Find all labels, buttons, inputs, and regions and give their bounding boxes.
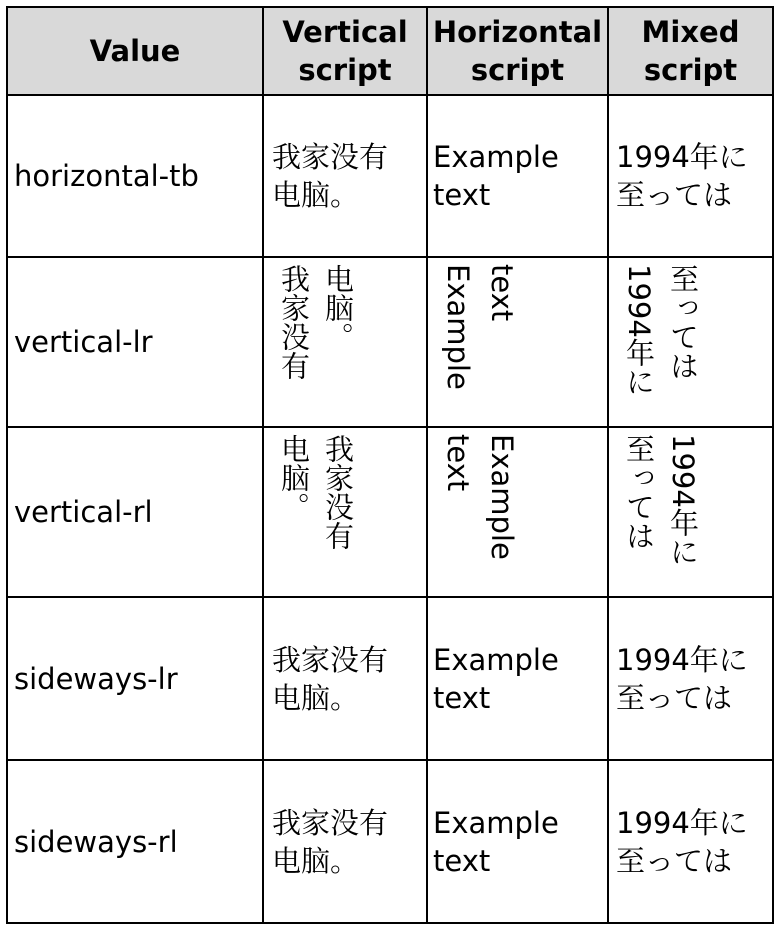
header-mixed-script: Mixed script xyxy=(608,7,773,95)
value-cell: sideways-rl xyxy=(7,760,263,923)
mixed-script-cell: 1994年に 至っては xyxy=(608,760,773,923)
value-cell: horizontal-tb xyxy=(7,95,263,257)
mixed-script-cell: 1994年に 至っては xyxy=(608,95,773,257)
writing-mode-table xyxy=(6,6,774,924)
vertical-script-cell: 我家没有 电脑。 xyxy=(263,760,427,923)
header-row xyxy=(7,7,773,95)
header-vertical-script: Vertical script xyxy=(263,7,427,95)
vertical-script-cell: 我家没有 电脑。 xyxy=(263,95,427,257)
horizontal-script-cell: Example text xyxy=(427,760,608,923)
vertical-script-cell: 我家没有 电脑。 xyxy=(263,427,427,597)
value-cell: sideways-lr xyxy=(7,597,263,760)
mixed-script-cell: 1994年に 至っては xyxy=(608,427,773,597)
vertical-script-cell: 我家没有 电脑。 xyxy=(263,597,427,760)
horizontal-script-cell: Example text xyxy=(427,95,608,257)
header-horizontal-script: Horizontal script xyxy=(427,7,608,95)
mixed-script-cell: 1994年に 至っては xyxy=(608,597,773,760)
horizontal-script-cell: Example text xyxy=(427,597,608,760)
value-cell: vertical-lr xyxy=(7,257,263,427)
value-cell: vertical-rl xyxy=(7,427,263,597)
table-row xyxy=(7,760,773,923)
table-row xyxy=(7,257,773,427)
horizontal-script-cell: Example text xyxy=(427,257,608,427)
table-row xyxy=(7,95,773,257)
table-row xyxy=(7,427,773,597)
table-row xyxy=(7,597,773,760)
horizontal-script-cell: Example text xyxy=(427,427,608,597)
header-value: Value xyxy=(7,7,263,95)
vertical-script-cell: 我家没有 电脑。 xyxy=(263,257,427,427)
mixed-script-cell: 1994年に 至っては xyxy=(608,257,773,427)
